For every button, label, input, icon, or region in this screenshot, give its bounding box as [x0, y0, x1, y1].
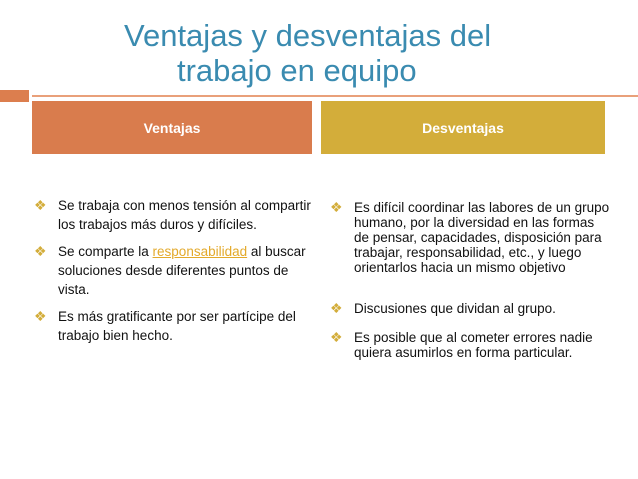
diamond-bullet-icon: ❖ [34, 197, 47, 213]
list-item-text: Es posible que al cometer errores nadie quiera asumirlos en forma particular. [354, 330, 593, 360]
title-line-1: Ventajas y desventajas del [124, 18, 492, 53]
responsabilidad-link[interactable]: responsabilidad [152, 244, 248, 259]
ventajas-header [32, 101, 312, 154]
ventajas-header-label: Ventajas [143, 119, 201, 136]
diamond-bullet-icon: ❖ [330, 300, 343, 316]
diamond-bullet-icon: ❖ [330, 199, 343, 215]
list-item-text: Es difícil coordinar las labores de un grupo humano, por la diversidad en las formas de pensar, capacidades, disposición para trabajar, responsabilidad, etc., y luego orientarlos hacia un mismo objetivo [354, 200, 610, 275]
list-item-text: Discusiones que dividan al grupo. [354, 301, 556, 316]
list-item-text-after: al buscar soluciones desde diferentes puntos de vista. [58, 244, 306, 297]
desventajas-list [330, 200, 610, 368]
list-item-text: Se trabaja con menos tensión al compartir los trabajos más duros y difíciles. [58, 198, 311, 232]
accent-rule [32, 95, 638, 97]
list-item [34, 196, 319, 234]
diamond-bullet-icon: ❖ [34, 308, 47, 324]
accent-square [0, 90, 29, 102]
list-item [330, 301, 610, 316]
list-item [330, 330, 610, 360]
ventajas-list [34, 196, 319, 353]
desventajas-header-label: Desventajas [422, 119, 504, 136]
diamond-bullet-icon: ❖ [34, 243, 47, 259]
diamond-bullet-icon: ❖ [330, 329, 343, 345]
list-item [34, 242, 319, 299]
list-item [330, 200, 610, 275]
desventajas-header [321, 101, 605, 154]
list-item-text: Es más gratificante por ser partícipe del trabajo bien hecho. [58, 309, 296, 343]
title-line-2: trabajo en equipo [177, 53, 417, 88]
list-item-text-before: Se comparte la [58, 244, 153, 259]
list-item [34, 307, 319, 345]
